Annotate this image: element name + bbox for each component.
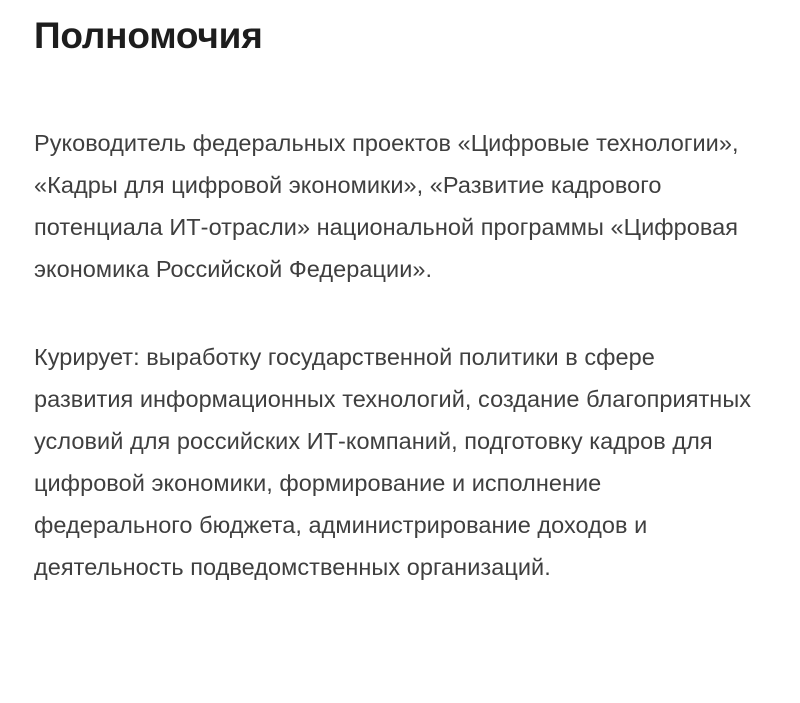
paragraph-supervision-scope: Курирует: выработку государственной политики в сфере развития информационных технологий, создание благоприятных условий для российских ИТ-компаний, подготовку кадров для цифровой экономики, формирование и исполнение федерального бюджета, администрирование доходов и деятельность подведомственных организаций. bbox=[34, 344, 752, 580]
page-title: Полномочия bbox=[34, 15, 263, 56]
paragraph-authority-projects: Руководитель федеральных проектов «Цифровые технологии», «Кадры для цифровой экономики», «Развитие кадрового потенциала ИТ-отрасли» национальной программы «Цифровая экономика Российской Федерации». bbox=[34, 130, 739, 282]
